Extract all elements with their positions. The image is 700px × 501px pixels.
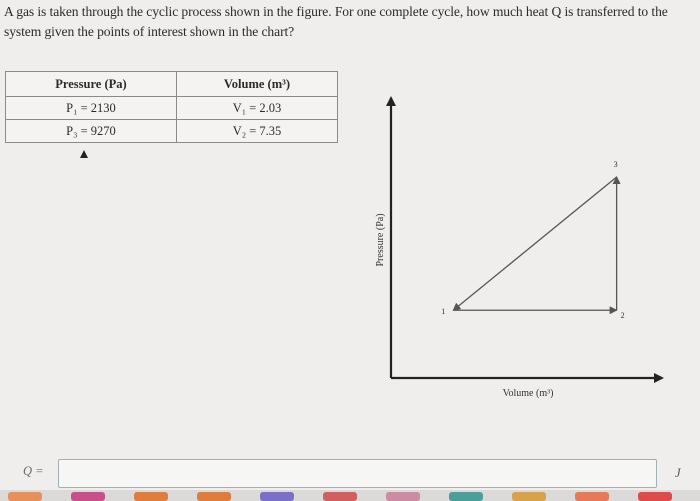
taskbar xyxy=(0,490,700,501)
answer-label: Q = xyxy=(23,464,44,478)
taskbar-app-icon[interactable] xyxy=(386,492,420,501)
question-text: A gas is taken through the cyclic process shown in the figure. For one complete cycle, how much heat Q is transferred to the system given the points of interest shown in the chart? xyxy=(4,4,668,39)
table-cell-p1: P₁ = 2130 xyxy=(6,97,177,120)
table-cell-v2: V₂ = 7.35 xyxy=(176,120,337,143)
taskbar-app-icon[interactable] xyxy=(71,492,105,501)
taskbar-app-icon[interactable] xyxy=(134,492,168,501)
answer-input[interactable] xyxy=(58,459,657,488)
taskbar-app-icon[interactable] xyxy=(197,492,231,501)
taskbar-app-icon[interactable] xyxy=(638,492,672,501)
x-axis-label: Volume (m³) xyxy=(502,388,554,399)
table-header-pressure: Pressure (Pa) xyxy=(6,72,177,97)
cycle-segment-3-1 xyxy=(453,177,616,310)
table-cell-v1: V₁ = 2.03 xyxy=(176,97,337,120)
taskbar-app-icon[interactable] xyxy=(8,492,42,501)
taskbar-app-icon[interactable] xyxy=(323,492,357,501)
answer-unit: J xyxy=(675,466,681,480)
table-cell-p3: P₃ = 9270 xyxy=(6,120,177,143)
answer-row xyxy=(0,452,700,492)
point-label-1: 1 xyxy=(441,307,446,317)
taskbar-app-icon[interactable] xyxy=(260,492,294,501)
taskbar-app-icon[interactable] xyxy=(449,492,483,501)
taskbar-app-icon[interactable] xyxy=(512,492,546,501)
taskbar-app-icon[interactable] xyxy=(575,492,609,501)
table-header-volume: Volume (m³) xyxy=(176,72,337,97)
point-label-3: 3 xyxy=(613,159,618,169)
y-axis-label: Pressure (Pa) xyxy=(375,213,386,267)
point-label-2: 2 xyxy=(620,311,625,321)
